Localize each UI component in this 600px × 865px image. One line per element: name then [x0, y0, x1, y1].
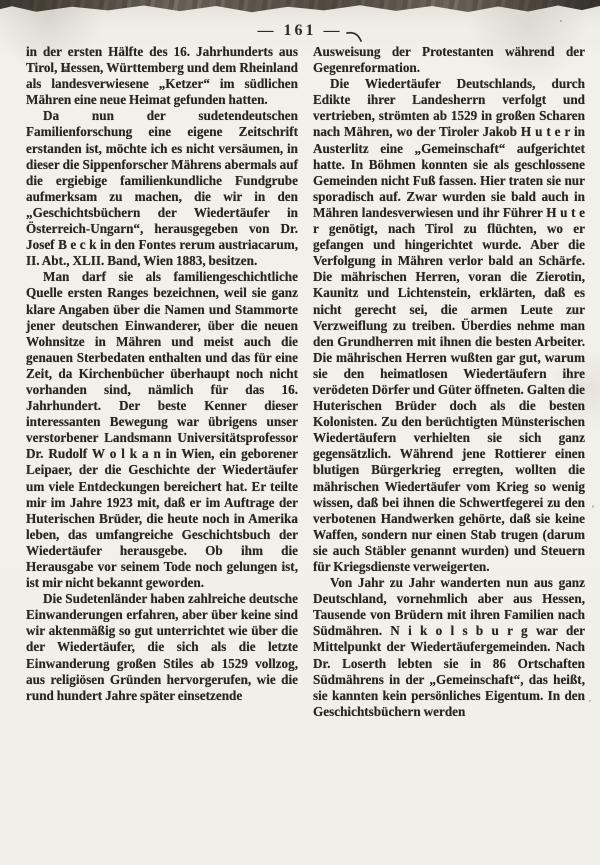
paragraph: Von Jahr zu Jahr wanderten nun aus ganz Deutschland, vornehmlich aber aus Hessen, Tausende von Brüdern mit ihren Familien nach Südmähren. N i k o l s b u r g war der Mittelpunkt der Wiedertäufergemeinden. Nach Dr. Loserth lebten sie in 86 Ortschaften Südmährens in der „Gemeinschaft“, das heißt, sie kannten kein persönliches Eigentum. In den Geschichtsbüchern werden: [313, 575, 585, 719]
paragraph: Die Sudetenländer haben zahlreiche deutsche Einwanderungen erfahren, aber über keine sind wir aktenmäßig so gut unterrichtet wie über die der Wiedertäufer, die sich als die letzte Einwanderung großen Stiles ab 1529 vollzog, aus religiösen Gründen hervorgerufen, wie die rund hundert Jahre später einsetzende: [26, 591, 298, 703]
paragraph: Ausweisung der Protestanten während der Gegenreformation.: [313, 44, 585, 76]
text-column-right: [313, 44, 585, 720]
ink-speck: [560, 20, 562, 22]
paragraph: Die Wiedertäufer Deutschlands, durch Edikte ihrer Landesherrn verfolgt und vertrieben, strömten ab 1529 in großen Scharen nach Mähren, wo der Tiroler Jakob H u t e r in Austerlitz eine „Gemeinschaft“ aufgerichtet hatte. In Böhmen konnten sie als geschlossene Gemeinden nicht Fuß fassen. Hier traten sie nur sporadisch auf. Zwar wurden sie bald auch in Mähren landesverwiesen und ihr Führer H u t e r genötigt, nach Tirol zu flüchten, wo er gefangen und hingerichtet wurde. Aber die Verfolgung in Mähren verlor bald an Schärfe. Die mährischen Herren, voran die Zierotin, Kaunitz und Lichtenstein, erklärten, daß es nicht gerecht sei, die armen Leute zur Verzweiflung zu treiben. Überdies nehme man den Grundherren mit ihnen die besten Arbeiter. Die mährischen Herren wußten gar gut, warum sie den heimatlosen Wiedertäufern ihre verödeten Dörfer und Güter öffneten. Galten die Huterischen Brüder doch als die besten Kolonisten. Zu den berüchtigten Münsterischen Wiedertäufern verhielten sie sich ganz gegensätzlich. Während jene Rottierer einen blutigen Bürgerkrieg erregten, wollten die mährischen Wiedertäufer vom Krieg so wenig wissen, daß bei ihnen die Schwertfegerei zu den verbotenen Handwerken gehörte, daß sie keine Waffen, sondern nur einen Stab trugen (darum sie auch Stäbler genannt wurden) und Steuern für Kriegsdienste verweigerten.: [313, 76, 585, 574]
text-column-left: [26, 44, 298, 720]
paragraph: in der ersten Hälfte des 16. Jahrhunderts aus Tirol, Hessen, Württemberg und dem Rheinland als landesverwiesene „Ketzer“ im südlichen Mähren eine neue Heimat gefunden hatten.: [26, 44, 298, 108]
two-column-text-area: [26, 44, 585, 720]
paragraph: Man darf sie als familiengeschichtliche Quelle ersten Ranges bezeichnen, weil sie ganz klare Angaben über die Namen und Stammorte jener deutschen Einwanderer, über die neuen Wohnsitze in Mähren und meist auch die genauen Sterbedaten enthalten und das für eine Zeit, da Kirchenbücher überhaupt noch nicht vorhanden sind, nämlich für das 16. Jahrhundert. Der beste Kenner dieser interessanten Bewegung war übrigens unser verstorbener Landsmann Universitätsprofessor Dr. Rudolf W o l k a n in Wien, ein geborener Leipaer, der die Geschichte der Wiedertäufer um viele Entdeckungen bereichert hat. Er teilte mir im Jahre 1923 mit, daß er im Auftrage der Huterischen Brüder, die heute noch in Amerika leben, das umfangreiche Geschichtsbuch der Wiedertäufer herausgebe. Ob ihm die Herausgabe vor seinem Tode noch gelungen ist, ist mir nicht bekannt geworden.: [26, 269, 298, 591]
torn-paper-edge: [0, 0, 600, 13]
ink-speck: [589, 700, 591, 702]
ink-speck: [592, 505, 594, 508]
paragraph: Da nun der sudetendeutschen Familienforschung eine eigene Zeitschrift erstanden ist, möchte ich es nicht versäumen, in dieser die Sippenforscher Mährens abermals auf die ergiebige familienkundliche Fundgrube aufmerksam zu machen, die wir in den „Geschichtsbüchern der Wiedertäufer in Österreich-Ungarn“, herausgegeben von Dr. Josef B e c k in den Fontes rerum austriacarum, II. Abt., XLII. Band, Wien 1883, besitzen.: [26, 108, 298, 269]
page-number: — 161 —: [257, 22, 343, 39]
